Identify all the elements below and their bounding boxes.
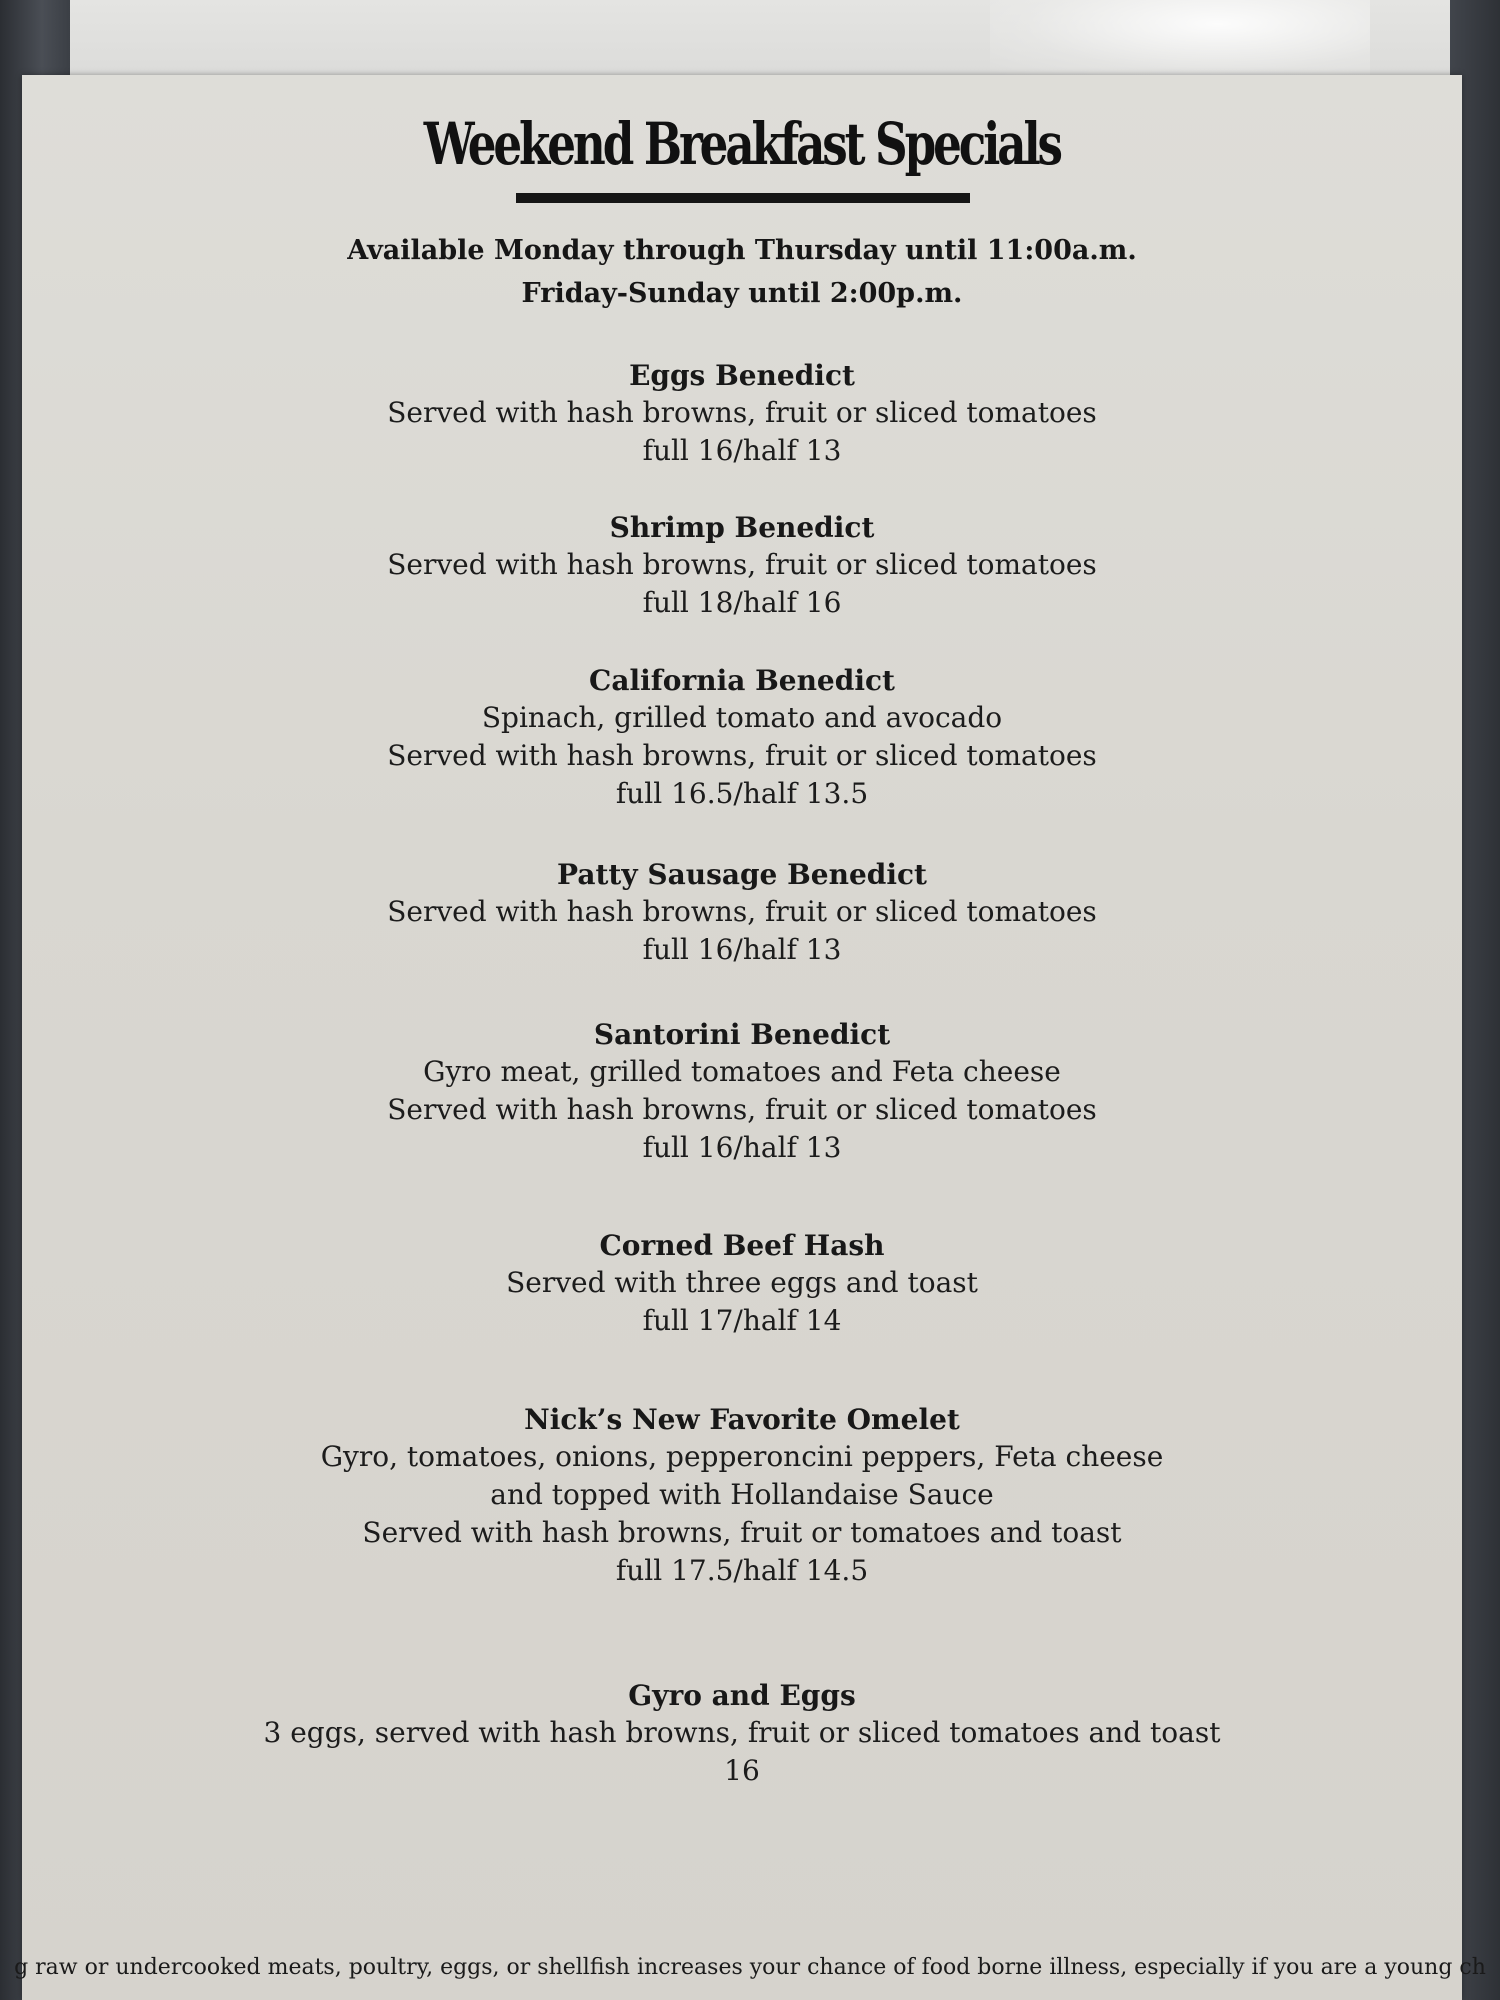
item-name: Shrimp Benedict xyxy=(609,511,875,544)
item-price: full 16.5/half 13.5 xyxy=(615,777,869,810)
item-description: Served with hash browns, fruit or sliced tomatoes xyxy=(387,396,1097,429)
item-name: Nick’s New Favorite Omelet xyxy=(524,1403,960,1436)
item-description: Served with hash browns, fruit or sliced tomatoes xyxy=(387,895,1097,928)
item-price: full 18/half 16 xyxy=(642,586,842,619)
menu-item xyxy=(22,857,1462,969)
item-description: Served with three eggs and toast xyxy=(506,1266,978,1299)
item-price: full 16/half 13 xyxy=(642,434,842,467)
item-name: California Benedict xyxy=(589,664,895,697)
menu-title: Weekend Breakfast Specials xyxy=(423,110,1061,178)
menu-item xyxy=(22,1402,1462,1590)
item-name: Gyro and Eggs xyxy=(628,1679,856,1712)
availability-line-2: Friday-Sunday until 2:00p.m. xyxy=(521,278,963,309)
food-safety-disclaimer: g raw or undercooked meats, poultry, eggs, or shellfish increases your chance of food borne illness, especially if you are a young ch xyxy=(14,1955,1486,1980)
menu-title-wrap xyxy=(22,110,1462,178)
item-description: Spinach, grilled tomato and avocado xyxy=(481,701,1003,734)
item-price: full 17.5/half 14.5 xyxy=(615,1554,869,1587)
item-description: Gyro, tomatoes, onions, pepperoncini peppers, Feta cheese xyxy=(320,1440,1164,1473)
item-description: Served with hash browns, fruit or sliced tomatoes xyxy=(387,548,1097,581)
item-price: full 17/half 14 xyxy=(642,1304,842,1337)
title-underline xyxy=(516,193,970,203)
availability-line-1: Available Monday through Thursday until 11:00a.m. xyxy=(347,235,1137,266)
item-description: Served with hash browns, fruit or sliced tomatoes xyxy=(387,1093,1097,1126)
item-name: Santorini Benedict xyxy=(593,1018,891,1051)
item-description: Served with hash browns, fruit or tomatoes and toast xyxy=(362,1516,1122,1549)
item-price: 16 xyxy=(724,1754,760,1787)
item-description: Gyro meat, grilled tomatoes and Feta cheese xyxy=(423,1055,1061,1088)
item-description: 3 eggs, served with hash browns, fruit or sliced tomatoes and toast xyxy=(263,1716,1221,1749)
item-name: Corned Beef Hash xyxy=(599,1229,885,1262)
glare xyxy=(990,0,1370,80)
menu-sheet xyxy=(14,75,1486,2000)
menu-item xyxy=(22,358,1462,470)
menu-item xyxy=(22,1678,1462,1790)
item-description: and topped with Hollandaise Sauce xyxy=(490,1478,994,1511)
item-price: full 16/half 13 xyxy=(642,933,842,966)
menu-item xyxy=(22,663,1462,813)
item-price: full 16/half 13 xyxy=(642,1131,842,1164)
menu-item xyxy=(22,510,1462,622)
item-name: Patty Sausage Benedict xyxy=(557,858,927,891)
item-description: Served with hash browns, fruit or sliced tomatoes xyxy=(387,739,1097,772)
menu-item xyxy=(22,1017,1462,1167)
item-name: Eggs Benedict xyxy=(629,359,855,392)
menu-item xyxy=(22,1228,1462,1340)
